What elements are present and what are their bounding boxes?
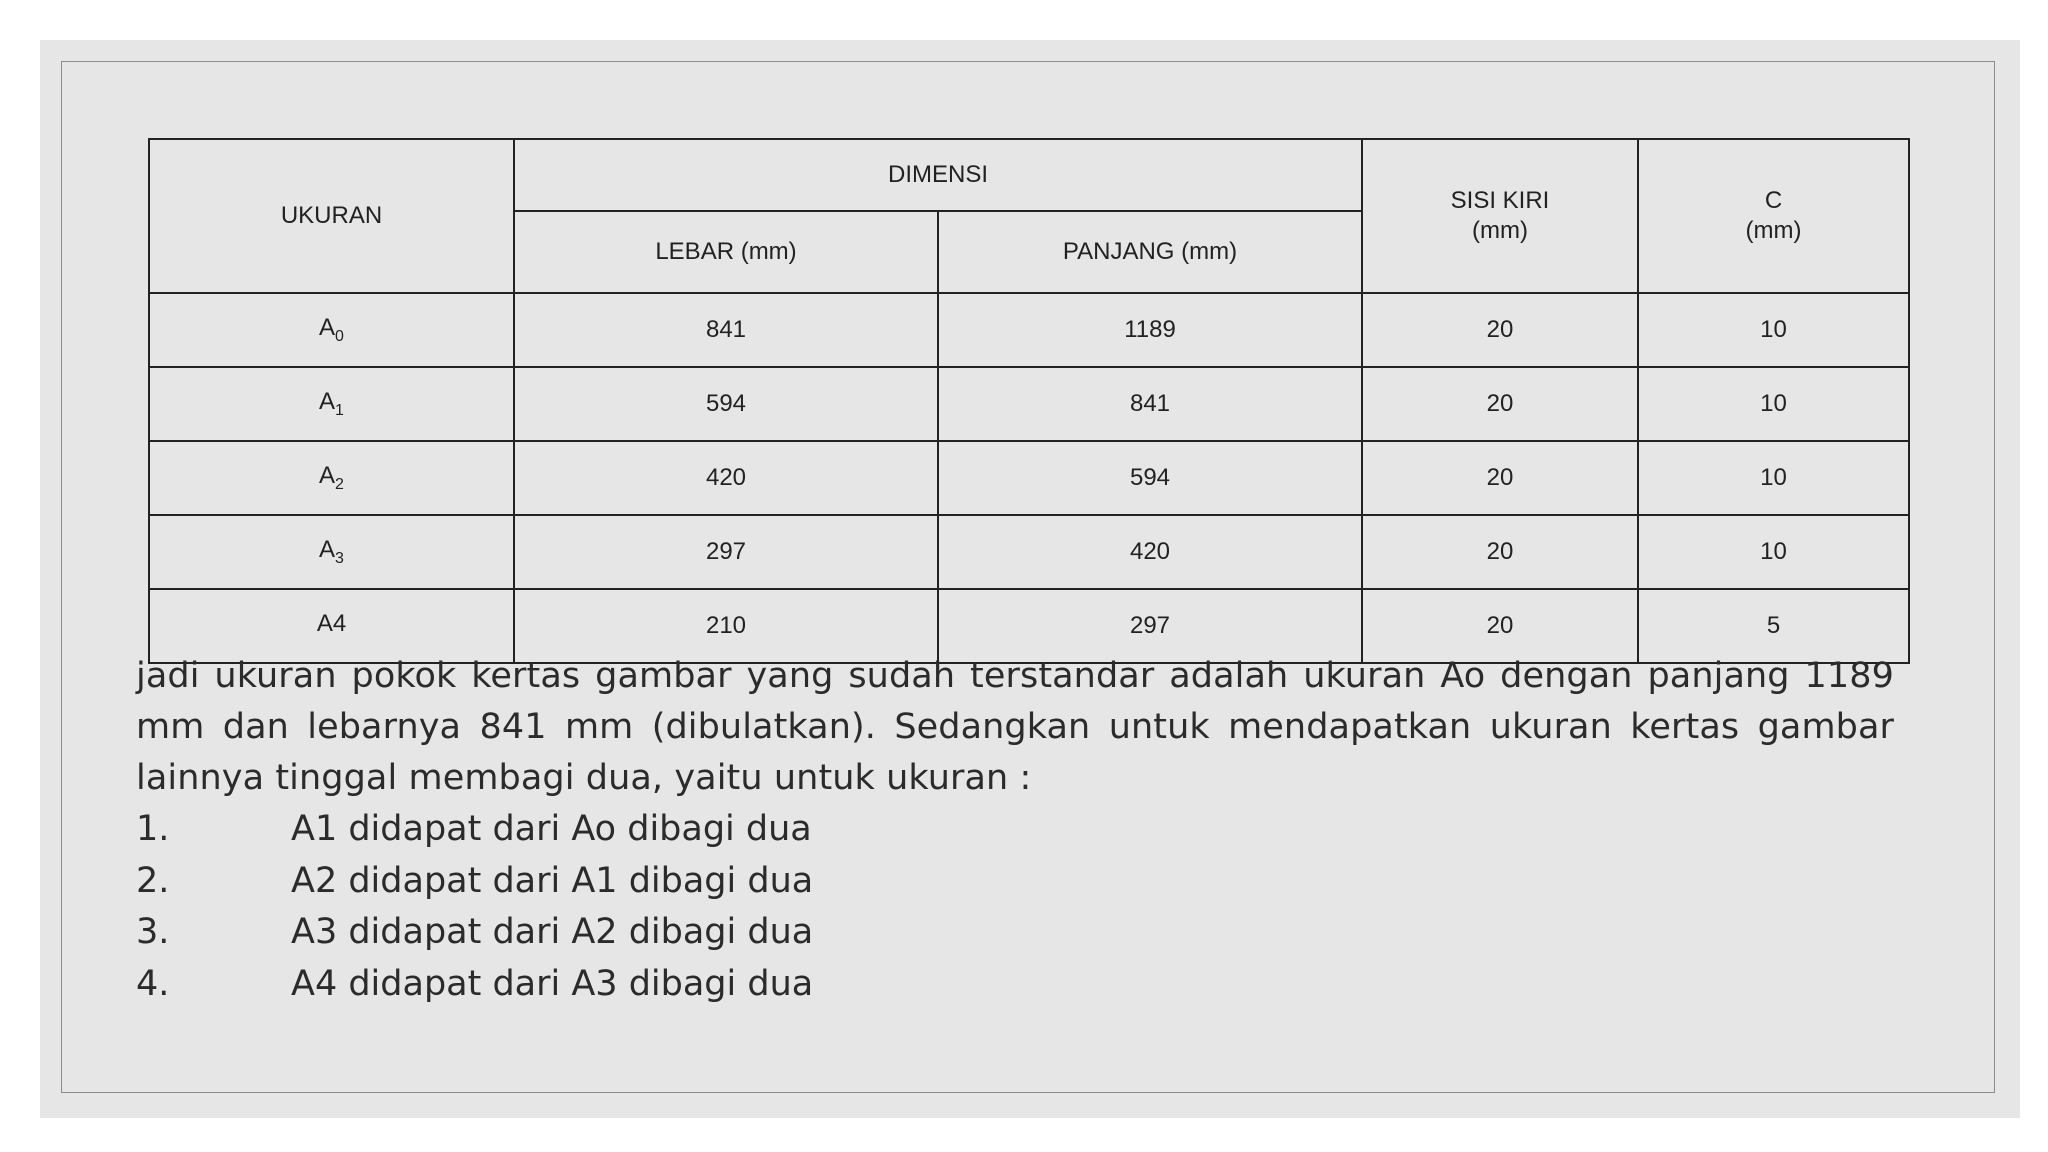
table-row — [149, 441, 1909, 515]
cell-sisi-kiri: 20 — [1362, 367, 1638, 441]
list-number: 3. — [136, 912, 170, 952]
body-paragraph: jadi ukuran pokok kertas gambar yang sudah terstandar adalah ukuran Ao dengan panjang 1189 mm dan lebarnya 841 mm (dibulatkan). Sedangkan untuk mendapatkan ukuran kertas gambar lainnya tinggal membagi dua, yaitu untuk ukuran : — [136, 656, 1894, 798]
cell-sisi-kiri: 20 — [1362, 441, 1638, 515]
cell-panjang: 1189 — [938, 293, 1362, 367]
cell-ukuran: A4 — [149, 589, 514, 663]
list-number: 1. — [136, 809, 170, 849]
list-text: A1 didapat dari Ao dibagi dua — [291, 809, 812, 849]
header-dimensi: DIMENSI — [514, 139, 1362, 211]
header-c — [1638, 139, 1909, 293]
header-sisi-kiri-unit: (mm) — [1472, 217, 1528, 244]
size-subscript: 3 — [335, 550, 344, 567]
cell-lebar: 841 — [514, 293, 938, 367]
cell-lebar: 594 — [514, 367, 938, 441]
cell-ukuran: $A_2$ — [149, 441, 514, 515]
cell-lebar: 210 — [514, 589, 938, 663]
cell-ukuran: $A_1$ — [149, 367, 514, 441]
header-lebar: LEBAR (mm) — [514, 211, 938, 293]
list-text: A3 didapat dari A2 dibagi dua — [291, 912, 814, 952]
cell-lebar: 420 — [514, 441, 938, 515]
header-sisi-kiri — [1362, 139, 1638, 293]
header-sisi-kiri-label: SISI KIRI — [1450, 187, 1550, 214]
list-number: 4. — [136, 963, 170, 1004]
list-text: A2 didapat dari A1 dibagi dua — [291, 860, 814, 901]
cell-c: 10 — [1638, 441, 1909, 515]
cell-c: 10 — [1638, 515, 1909, 589]
cell-panjang: 297 — [938, 589, 1362, 663]
paper-size-table — [148, 138, 1910, 664]
list-item — [136, 856, 813, 908]
cell-ukuran: $A_0$ — [149, 293, 514, 367]
cell-sisi-kiri: 20 — [1362, 515, 1638, 589]
header-ukuran: UKURAN — [149, 139, 514, 293]
cell-ukuran: $A_3$ — [149, 515, 514, 589]
table-header-row — [149, 139, 1909, 211]
cell-panjang: 841 — [938, 367, 1362, 441]
cell-panjang: 420 — [938, 515, 1362, 589]
cell-c: 10 — [1638, 367, 1909, 441]
cell-c: 10 — [1638, 293, 1909, 367]
cell-lebar: 297 — [514, 515, 938, 589]
table-row — [149, 367, 1909, 441]
table-row — [149, 515, 1909, 589]
size-subscript: 1 — [335, 402, 344, 419]
header-c-label: C — [1764, 187, 1783, 214]
table-row — [149, 293, 1909, 367]
header-panjang: PANJANG (mm) — [938, 211, 1362, 293]
cell-panjang: 594 — [938, 441, 1362, 515]
header-c-unit: (mm) — [1745, 217, 1802, 244]
list-item — [136, 804, 813, 856]
list-number: 2. — [136, 860, 170, 901]
cell-sisi-kiri: 20 — [1362, 589, 1638, 663]
size-subscript: 2 — [335, 476, 344, 493]
size-subscript: 0 — [335, 328, 344, 345]
cell-sisi-kiri: 20 — [1362, 293, 1638, 367]
list-text: A4 didapat dari A3 dibagi dua — [291, 963, 814, 1004]
list-item — [136, 907, 813, 959]
cell-c: 5 — [1638, 589, 1909, 663]
numbered-list — [136, 804, 813, 1010]
list-item — [136, 959, 813, 1011]
